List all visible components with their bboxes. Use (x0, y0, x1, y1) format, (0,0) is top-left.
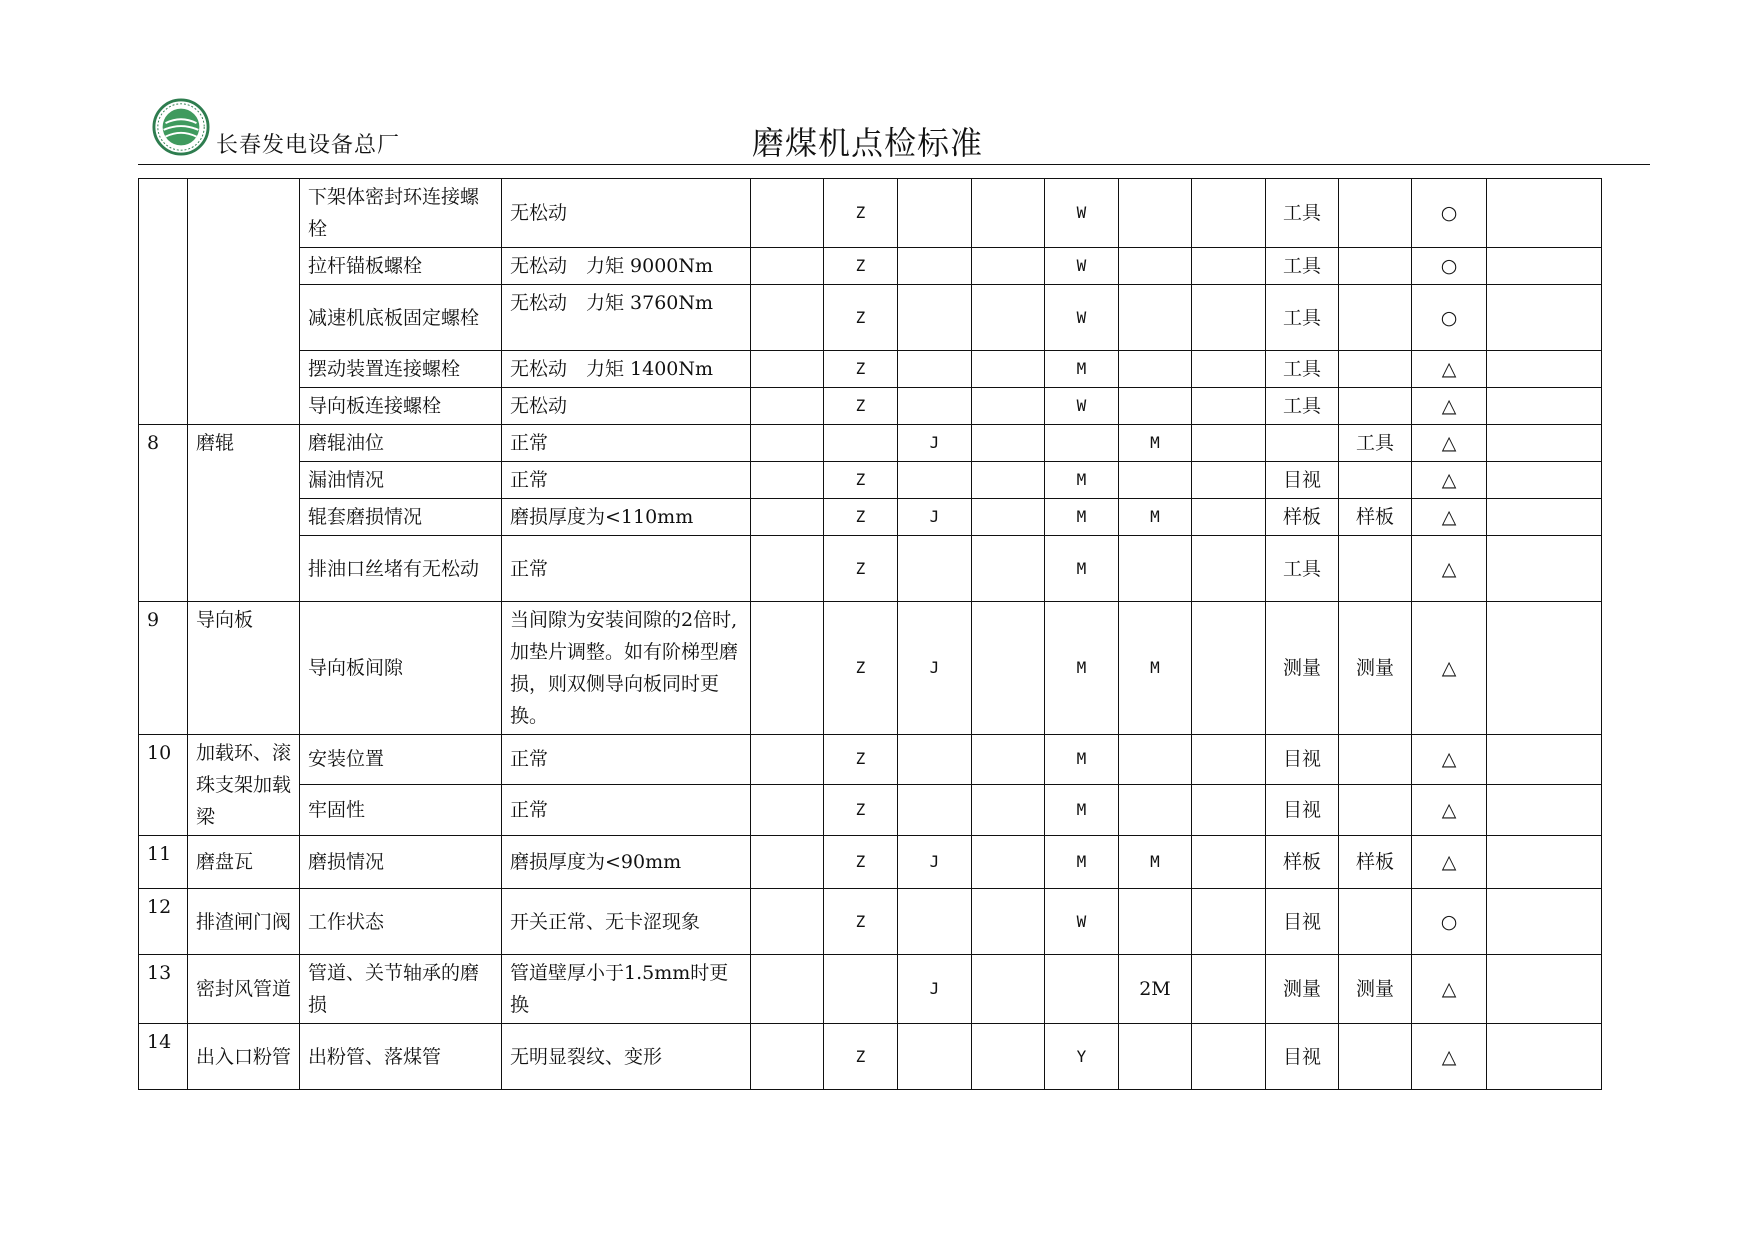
cell-item: 工作状态 (300, 889, 502, 955)
table-row (139, 735, 1602, 785)
cell-standard: 正常 (502, 536, 751, 602)
cell-standard: 开关正常、无卡涩现象 (502, 889, 751, 955)
cell-c12: 测量 (1339, 602, 1412, 735)
cell-c8: W (1045, 248, 1119, 285)
cell-c13: △ (1412, 836, 1487, 889)
cell-c7 (972, 388, 1045, 425)
cell-c6: J (898, 425, 972, 462)
cell-c4 (751, 285, 824, 351)
cell-item: 摆动装置连接螺栓 (300, 351, 502, 388)
cell-no: 13 (139, 955, 188, 1024)
cell-c12 (1339, 1024, 1412, 1090)
cell-no: 8 (139, 425, 188, 602)
cell-c9 (1119, 285, 1192, 351)
cell-c10 (1192, 735, 1266, 785)
cell-c14 (1487, 1024, 1602, 1090)
cell-c4 (751, 248, 824, 285)
cell-c7 (972, 248, 1045, 285)
cell-no: 12 (139, 889, 188, 955)
cell-c7 (972, 536, 1045, 602)
cell-c7 (972, 1024, 1045, 1090)
cell-c7 (972, 889, 1045, 955)
cell-standard: 无松动 力矩 3760Nm (502, 285, 751, 351)
cell-c4 (751, 425, 824, 462)
cell-c11: 目视 (1266, 1024, 1339, 1090)
table-row (139, 462, 1602, 499)
cell-standard: 无明显裂纹、变形 (502, 1024, 751, 1090)
cell-c11: 工具 (1266, 351, 1339, 388)
cell-c10 (1192, 248, 1266, 285)
cell-c6: J (898, 602, 972, 735)
cell-item: 出粉管、落煤管 (300, 1024, 502, 1090)
cell-item: 导向板间隙 (300, 602, 502, 735)
cell-c6: J (898, 955, 972, 1024)
cell-c13: ○ (1412, 285, 1487, 351)
cell-part: 磨盘瓦 (188, 836, 300, 889)
cell-c5: Z (824, 536, 898, 602)
cell-c4 (751, 536, 824, 602)
cell-c10 (1192, 388, 1266, 425)
cell-c13: △ (1412, 1024, 1487, 1090)
cell-c9 (1119, 889, 1192, 955)
cell-c4 (751, 836, 824, 889)
cell-c11: 目视 (1266, 784, 1339, 835)
cell-c7 (972, 784, 1045, 835)
cell-standard: 正常 (502, 462, 751, 499)
table-row (139, 889, 1602, 955)
cell-item: 漏油情况 (300, 462, 502, 499)
cell-c10 (1192, 955, 1266, 1024)
cell-c5: Z (824, 462, 898, 499)
cell-c14 (1487, 955, 1602, 1024)
cell-c10 (1192, 602, 1266, 735)
cell-c14 (1487, 351, 1602, 388)
cell-c9 (1119, 351, 1192, 388)
cell-c5 (824, 955, 898, 1024)
cell-c10 (1192, 784, 1266, 835)
cell-c6: J (898, 499, 972, 536)
cell-c12 (1339, 285, 1412, 351)
cell-c5: Z (824, 388, 898, 425)
cell-standard: 无松动 (502, 179, 751, 248)
cell-c7 (972, 735, 1045, 785)
cell-c10 (1192, 351, 1266, 388)
cell-c8: M (1045, 836, 1119, 889)
cell-item: 减速机底板固定螺栓 (300, 285, 502, 351)
cell-c8: M (1045, 499, 1119, 536)
cell-c12: 工具 (1339, 425, 1412, 462)
cell-c10 (1192, 425, 1266, 462)
table-row (139, 248, 1602, 285)
cell-item: 磨辊油位 (300, 425, 502, 462)
cell-c5: Z (824, 784, 898, 835)
cell-c9: M (1119, 499, 1192, 536)
cell-c4 (751, 955, 824, 1024)
cell-c11: 工具 (1266, 285, 1339, 351)
cell-c5 (824, 425, 898, 462)
cell-c14 (1487, 536, 1602, 602)
page-header (0, 0, 1754, 170)
header-rule (138, 164, 1650, 165)
cell-c12: 样板 (1339, 499, 1412, 536)
cell-c7 (972, 425, 1045, 462)
cell-c11: 样板 (1266, 499, 1339, 536)
cell-c14 (1487, 889, 1602, 955)
cell-c10 (1192, 179, 1266, 248)
cell-c11: 工具 (1266, 248, 1339, 285)
cell-c4 (751, 179, 824, 248)
company-name: 长春发电设备总厂 (216, 133, 401, 158)
cell-c10 (1192, 499, 1266, 536)
cell-c12 (1339, 889, 1412, 955)
cell-c6 (898, 285, 972, 351)
cell-c5: Z (824, 499, 898, 536)
cell-c8: M (1045, 351, 1119, 388)
cell-part: 出入口粉管 (188, 1024, 300, 1090)
cell-c7 (972, 285, 1045, 351)
cell-standard: 无松动 (502, 388, 751, 425)
cell-c13: △ (1412, 536, 1487, 602)
cell-no: 9 (139, 602, 188, 735)
cell-c7 (972, 351, 1045, 388)
cell-c7 (972, 462, 1045, 499)
cell-c9 (1119, 248, 1192, 285)
cell-c14 (1487, 836, 1602, 889)
cell-c11: 目视 (1266, 735, 1339, 785)
cell-c10 (1192, 1024, 1266, 1090)
cell-c5: Z (824, 285, 898, 351)
cell-c9: 2M (1119, 955, 1192, 1024)
table-row (139, 1024, 1602, 1090)
cell-c6 (898, 388, 972, 425)
cell-c10 (1192, 462, 1266, 499)
cell-standard: 正常 (502, 425, 751, 462)
cell-c9 (1119, 462, 1192, 499)
cell-c5: Z (824, 836, 898, 889)
cell-standard: 无松动 力矩 9000Nm (502, 248, 751, 285)
cell-c8 (1045, 955, 1119, 1024)
cell-c11: 测量 (1266, 602, 1339, 735)
cell-c13: △ (1412, 602, 1487, 735)
cell-c4 (751, 735, 824, 785)
cell-c5: Z (824, 735, 898, 785)
cell-c4 (751, 602, 824, 735)
cell-c6 (898, 351, 972, 388)
cell-c13: △ (1412, 955, 1487, 1024)
cell-c13: ○ (1412, 179, 1487, 248)
table-row (139, 425, 1602, 462)
cell-c8: W (1045, 285, 1119, 351)
cell-c12: 测量 (1339, 955, 1412, 1024)
cell-c11: 工具 (1266, 179, 1339, 248)
cell-c5: Z (824, 889, 898, 955)
cell-c4 (751, 499, 824, 536)
cell-c7 (972, 179, 1045, 248)
cell-c14 (1487, 499, 1602, 536)
cell-c10 (1192, 889, 1266, 955)
cell-c7 (972, 499, 1045, 536)
cell-c6 (898, 889, 972, 955)
table-row (139, 351, 1602, 388)
cell-c14 (1487, 462, 1602, 499)
cell-no: 10 (139, 735, 188, 836)
cell-no (139, 179, 188, 425)
cell-c4 (751, 889, 824, 955)
cell-c9: M (1119, 836, 1192, 889)
cell-no: 14 (139, 1024, 188, 1090)
cell-c13: △ (1412, 425, 1487, 462)
cell-c5: Z (824, 179, 898, 248)
cell-c8: M (1045, 602, 1119, 735)
cell-c13: △ (1412, 499, 1487, 536)
cell-c9 (1119, 388, 1192, 425)
cell-c8: M (1045, 784, 1119, 835)
cell-c13: △ (1412, 735, 1487, 785)
cell-c4 (751, 388, 824, 425)
cell-c13: △ (1412, 462, 1487, 499)
cell-c14 (1487, 248, 1602, 285)
cell-c4 (751, 351, 824, 388)
cell-item: 辊套磨损情况 (300, 499, 502, 536)
cell-c6 (898, 536, 972, 602)
cell-c9: M (1119, 602, 1192, 735)
cell-c8: W (1045, 388, 1119, 425)
cell-c11: 测量 (1266, 955, 1339, 1024)
cell-c5: Z (824, 351, 898, 388)
cell-c12 (1339, 351, 1412, 388)
cell-c5: Z (824, 602, 898, 735)
cell-c9: M (1119, 425, 1192, 462)
table-row (139, 179, 1602, 248)
cell-c14 (1487, 285, 1602, 351)
cell-c14 (1487, 388, 1602, 425)
cell-c11: 工具 (1266, 536, 1339, 602)
cell-c12 (1339, 735, 1412, 785)
cell-part: 磨辊 (188, 425, 300, 602)
cell-c14 (1487, 602, 1602, 735)
cell-c6 (898, 179, 972, 248)
table-row (139, 388, 1602, 425)
cell-item: 管道、关节轴承的磨损 (300, 955, 502, 1024)
cell-c12 (1339, 388, 1412, 425)
cell-item: 拉杆锚板螺栓 (300, 248, 502, 285)
cell-c14 (1487, 179, 1602, 248)
cell-item: 排油口丝堵有无松动 (300, 536, 502, 602)
table-row (139, 836, 1602, 889)
cell-item: 下架体密封环连接螺栓 (300, 179, 502, 248)
cell-c4 (751, 462, 824, 499)
cell-item: 牢固性 (300, 784, 502, 835)
cell-item: 导向板连接螺栓 (300, 388, 502, 425)
cell-c9 (1119, 735, 1192, 785)
cell-c8: W (1045, 179, 1119, 248)
cell-standard: 当间隙为安装间隙的2倍时,加垫片调整。如有阶梯型磨损，则双侧导向板同时更换。 (502, 602, 751, 735)
cell-part: 加载环、滚珠支架加载梁 (188, 735, 300, 836)
cell-c7 (972, 836, 1045, 889)
cell-c10 (1192, 836, 1266, 889)
cell-item: 磨损情况 (300, 836, 502, 889)
cell-standard: 正常 (502, 784, 751, 835)
cell-c13: △ (1412, 784, 1487, 835)
cell-item: 安装位置 (300, 735, 502, 785)
cell-standard: 无松动 力矩 1400Nm (502, 351, 751, 388)
cell-c13: △ (1412, 388, 1487, 425)
cell-c13: ○ (1412, 248, 1487, 285)
cell-c13: △ (1412, 351, 1487, 388)
cell-c14 (1487, 425, 1602, 462)
cell-c12 (1339, 248, 1412, 285)
cell-c5: Z (824, 248, 898, 285)
cell-c9 (1119, 179, 1192, 248)
cell-standard: 磨损厚度为<110mm (502, 499, 751, 536)
state-grid-logo-icon (152, 98, 210, 156)
cell-c9 (1119, 536, 1192, 602)
table-row (139, 602, 1602, 735)
cell-c8: W (1045, 889, 1119, 955)
cell-c8: Y (1045, 1024, 1119, 1090)
cell-c9 (1119, 784, 1192, 835)
cell-c4 (751, 784, 824, 835)
cell-c14 (1487, 784, 1602, 835)
cell-c7 (972, 955, 1045, 1024)
cell-c12: 样板 (1339, 836, 1412, 889)
cell-c10 (1192, 536, 1266, 602)
cell-c8: M (1045, 536, 1119, 602)
document-title: 磨煤机点检标准 (752, 124, 984, 162)
cell-c14 (1487, 735, 1602, 785)
cell-c8: M (1045, 735, 1119, 785)
table-row (139, 536, 1602, 602)
cell-c10 (1192, 285, 1266, 351)
cell-c12 (1339, 462, 1412, 499)
table-row (139, 784, 1602, 835)
cell-c7 (972, 602, 1045, 735)
cell-standard: 磨损厚度为<90mm (502, 836, 751, 889)
cell-c8 (1045, 425, 1119, 462)
cell-c6: J (898, 836, 972, 889)
cell-c11: 目视 (1266, 889, 1339, 955)
cell-c6 (898, 1024, 972, 1090)
cell-c6 (898, 735, 972, 785)
cell-c6 (898, 248, 972, 285)
cell-part: 密封风管道 (188, 955, 300, 1024)
cell-c11: 工具 (1266, 388, 1339, 425)
cell-c13: ○ (1412, 889, 1487, 955)
cell-c12 (1339, 536, 1412, 602)
cell-c6 (898, 462, 972, 499)
cell-standard: 管道壁厚小于1.5mm时更换 (502, 955, 751, 1024)
cell-no: 11 (139, 836, 188, 889)
cell-c12 (1339, 784, 1412, 835)
cell-c11: 样板 (1266, 836, 1339, 889)
cell-part (188, 179, 300, 425)
inspection-standard-table (138, 178, 1602, 1090)
cell-c11 (1266, 425, 1339, 462)
table-row (139, 285, 1602, 351)
cell-c6 (898, 784, 972, 835)
cell-c4 (751, 1024, 824, 1090)
table-row (139, 499, 1602, 536)
cell-c11: 目视 (1266, 462, 1339, 499)
cell-part: 排渣闸门阀 (188, 889, 300, 955)
table-row (139, 955, 1602, 1024)
cell-c5: Z (824, 1024, 898, 1090)
cell-c9 (1119, 1024, 1192, 1090)
cell-part: 导向板 (188, 602, 300, 735)
cell-standard: 正常 (502, 735, 751, 785)
cell-c12 (1339, 179, 1412, 248)
cell-c8: M (1045, 462, 1119, 499)
